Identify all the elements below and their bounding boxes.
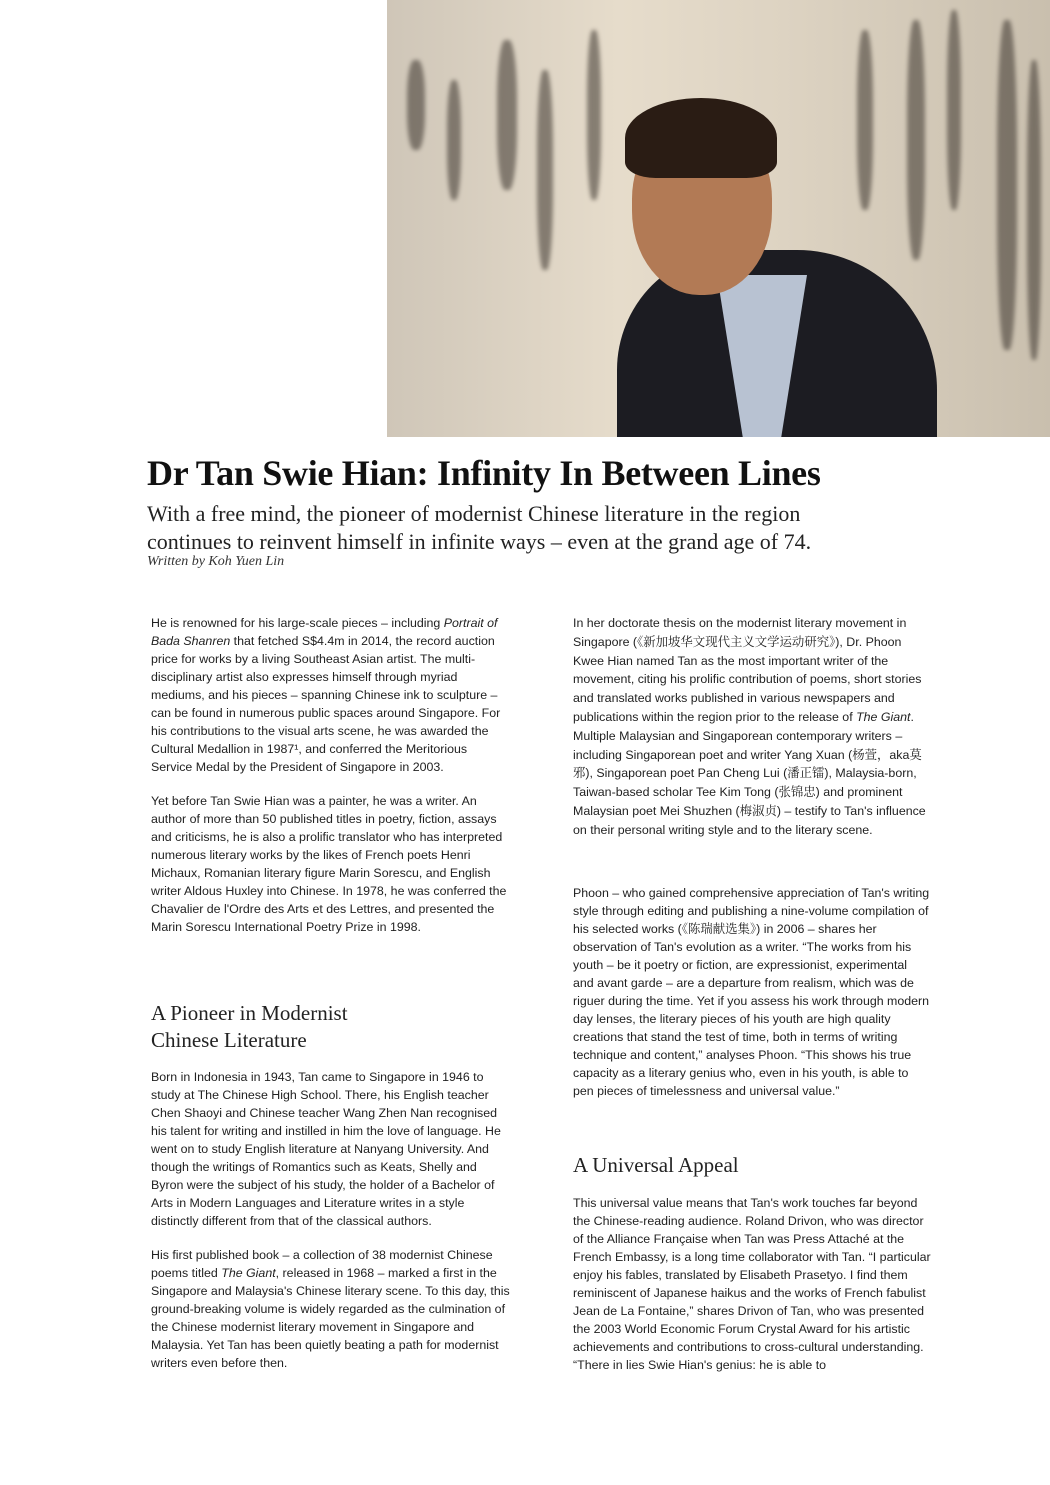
body-text: This universal value means that Tan's work touches far beyond the Chinese-reading audience. Roland Drivon, who was director of the Alliance Française when Tan was Press Attaché at the French Embassy, is a long time collaborator with Tan. “I particular enjoy his fables, translated by Elisabeth Prasetyo. I find them reminiscent of Japanese haikus and the works of French fabulist Jean de La Fontaine,” shares Drivon of Tan, who was presented the 2003 World Economic Forum Crystal Award for his artistic achievements and contributions to cross-cultural understanding. “There in lies Swie Hian's genius: he is able to (573, 1196, 931, 1372)
section-heading: A Universal Appeal (573, 1153, 739, 1177)
italic-title-text: The Giant (221, 1266, 276, 1280)
body-text: , released in 1968 – marked a first in the Singapore and Malaysia's Chinese literary scene. To this day, this ground-breaking volume is widely regarded as the culmination of the Chinese modernist literary movement in Singapore and Malaysia. Yet Tan has been quietly beating a path for modernist writers even before then. (151, 1266, 510, 1370)
body-text: In her doctorate thesis on the modernist literary movement in Singapore (《新加坡华文现代主义文学运动研究》), Dr. Phoon Kwee Hian named Tan as the most important writer of the movement, citing his prolific contribution of poems, short stories and translated works published in various newspapers and publications within the region prior to the release of (573, 616, 922, 724)
body-text: His first published book – a collection of 38 modernist Chinese poems titled (151, 1248, 493, 1280)
paragraph (573, 614, 931, 840)
body-text: Phoon – who gained comprehensive appreciation of Tan's writing style through editing and publishing a nine-volume compilation of his selected works (《陈瑞献选集》) in 2006 – shares her observation of Tan's evolution as a writer. “The works from his youth – be it poetry or fiction, are expressionist, experimental and avant garde – are a departure from realism, which was de riguer during the time. Yet if you assess his work through modern day lenses, the literary pieces of his youth are high quality creations that stand the test of time, both in terms of writing technique and content,” analyses Phoon. “This shows his true capacity as a literary genius who, even in his youth, is able to pen pieces of timelessness and universal value.” (573, 886, 930, 1098)
paragraph (151, 1068, 511, 1230)
article-title: Dr Tan Swie Hian: Infinity In Between Lines (147, 453, 821, 493)
body-text: Yet before Tan Swie Hian was a painter, he was a writer. An author of more than 50 published titles in poetry, fiction, assays and criticisms, he is also a prolific translator who has interpreted numerous literary works by the likes of French poets Henri Michaux, Romanian literary figure Marin Sorescu, and English writer Aldous Huxley into Chinese. In 1978, he was conferred the Chavalier de l'Ordre des Arts et des Lettres, and presented the Marin Sorescu International Poetry Prize in 1998. (151, 794, 507, 934)
paragraph (151, 1246, 511, 1372)
portrait-photo (387, 0, 1050, 437)
italic-title-text: The Giant (856, 709, 911, 724)
section-heading: A Pioneer in Modernist Chinese Literature (151, 1001, 348, 1052)
paragraph (573, 884, 931, 1100)
body-text: Born in Indonesia in 1943, Tan came to Singapore in 1946 to study at The Chinese High School. There, his English teacher Chen Shaoyi and Chinese teacher Wang Zhen Nan recognised his talent for writing and instilled in him the love of language. He went on to study English literature at Nanyang University. And though the writings of Romantics such as Keats, Shelly and Byron were the subject of his study, the holder of a Bachelor of Arts in Modern Languages and Literature writes in a style distinctly different from that of the classical authors. (151, 1070, 501, 1228)
article-subtitle: With a free mind, the pioneer of modernist Chinese literature in the region continues to reinvent himself in infinite ways – even at the grand age of 74. (147, 501, 812, 554)
italic-title-text: Portrait of Bada Shanren (151, 616, 498, 648)
body-text: He is renowned for his large-scale pieces – including (151, 616, 444, 630)
paragraph (151, 614, 511, 776)
body-text: . Multiple Malaysian and Singaporean contemporary writers – including Singaporean poet and writer Yang Xuan (杨萱，aka莫邪), Singaporean poet Pan Cheng Lui (潘正镭), Malaysia-born, Taiwan-based scholar Tee Kim Tong (张锦忠) and prominent Malaysian poet Mei Shuzhen (梅淑贞) – testify to Tan's influence on their personal writing style and to the literary scene. (573, 709, 926, 837)
byline: Written by Koh Yuen Lin (147, 554, 285, 569)
paragraph (573, 1194, 931, 1374)
body-text: that fetched S$4.4m in 2014, the record auction price for works by a living Southeast Asian artist. The multi-disciplinary artist also expresses himself through myriad mediums, and his pieces – spanning Chinese ink to sculpture – can be found in numerous public spaces around Singapore. For his contributions to the visual arts scene, he was awarded the Cultural Medallion in 1987¹, and conferred the Meritorious Service Medal by the President of Singapore in 2003. (151, 634, 501, 774)
paragraph (151, 792, 511, 936)
